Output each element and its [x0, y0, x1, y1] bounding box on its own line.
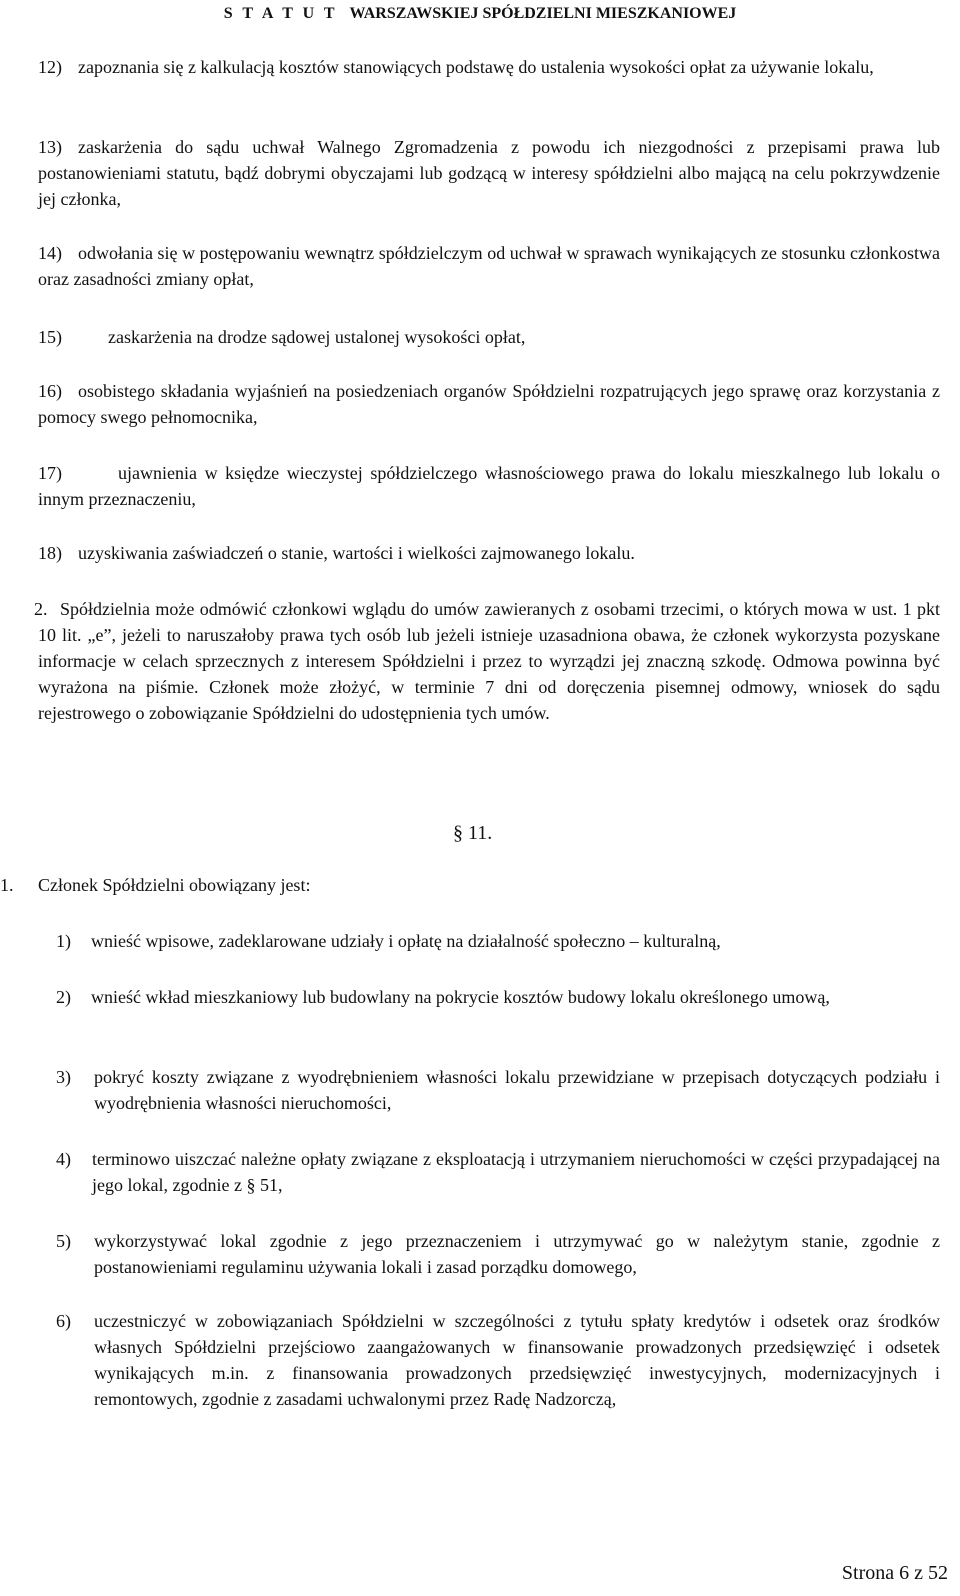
item-text: wnieść wkład mieszkaniowy lub budowlany na pokrycie kosztów budowy lokalu określonego umową,	[91, 987, 830, 1007]
item-number: 4)	[56, 1149, 71, 1169]
paragraph-number: 2.	[34, 599, 48, 619]
paragraph-number: 1.	[0, 875, 14, 895]
item-number: 14)	[38, 243, 62, 263]
item-text: wnieść wpisowe, zadeklarowane udziały i opłatę na działalność społeczno – kulturalną,	[91, 931, 721, 951]
item-number: 15)	[38, 327, 62, 347]
page-number: Strona 6 z 52	[841, 1562, 948, 1584]
paragraph-2	[34, 596, 940, 726]
item-number: 6)	[56, 1311, 71, 1331]
item-number: 17)	[38, 463, 62, 483]
item-number: 5)	[56, 1231, 71, 1251]
list-item	[56, 1228, 940, 1280]
list-item	[56, 1064, 940, 1116]
list-item	[38, 134, 940, 212]
item-text: zapoznania się z kalkulacją kosztów stanowiących podstawę do ustalenia wysokości opłat za używanie lokalu,	[78, 57, 874, 77]
item-text: pokryć koszty związane z wyodrębnieniem własności lokalu przewidziane w przepisach dotyczących podziału i wyodrębnienia własności nieruchomości,	[94, 1067, 940, 1113]
item-number: 3)	[56, 1067, 71, 1087]
list-item	[56, 1146, 940, 1198]
item-text: wykorzystywać lokal zgodnie z jego przeznaczeniem i utrzymywać go w należytym stanie, zgodnie z postanowieniami regulaminu używania lokali i zasad porządku domowego,	[94, 1231, 940, 1277]
list-item	[56, 928, 940, 954]
paragraph-text: Członek Spółdzielni obowiązany jest:	[38, 875, 311, 895]
list-item	[56, 1308, 940, 1412]
item-text: osobistego składania wyjaśnień na posiedzeniach organów Spółdzielni rozpatrujących jego sprawę oraz korzystania z pomocy swego pełnomocnika,	[38, 381, 940, 427]
item-number: 12)	[38, 57, 62, 77]
item-text: uzyskiwania zaświadczeń o stanie, wartości i wielkości zajmowanego lokalu.	[78, 543, 635, 563]
section-heading: § 11.	[453, 822, 493, 844]
header-title: WARSZAWSKIEJ SPÓŁDZIELNI MIESZKANIOWEJ	[349, 5, 737, 22]
list-item	[38, 54, 940, 80]
list-item	[38, 540, 940, 566]
item-text: terminowo uiszczać należne opłaty związane z eksploatacją i utrzymaniem nieruchomości w części przypadającej na jego lokal, zgodnie z § 51,	[92, 1149, 940, 1195]
page-header	[0, 2, 960, 26]
list-item	[38, 324, 940, 350]
item-text: odwołania się w postępowaniu wewnątrz spółdzielczym od uchwał w sprawach wynikających ze stosunku członkostwa oraz zasadności zmiany opłat,	[38, 243, 940, 289]
item-number: 16)	[38, 381, 62, 401]
item-number: 13)	[38, 137, 62, 157]
paragraph-1	[0, 872, 940, 898]
list-item	[56, 984, 940, 1010]
list-item	[38, 240, 940, 292]
item-text: zaskarżenia do sądu uchwał Walnego Zgromadzenia z powodu ich niezgodności z przepisami prawa lub postanowieniami statutu, bądź dobrymi obyczajami lub godzącą w interesy spółdzielni albo mającą na celu pokrzywdzenie jej członka,	[38, 137, 940, 209]
list-item	[38, 460, 940, 512]
item-text: ujawnienia w księdze wieczystej spółdzielczego własnościowego prawa do lokalu mieszkalnego lub lokalu o innym przeznaczeniu,	[38, 463, 940, 509]
header-prefix: S T A T U T	[223, 5, 338, 22]
item-number: 18)	[38, 543, 62, 563]
item-number: 1)	[56, 931, 71, 951]
item-text: zaskarżenia na drodze sądowej ustalonej wysokości opłat,	[108, 327, 526, 347]
item-number: 2)	[56, 987, 71, 1007]
item-text: uczestniczyć w zobowiązaniach Spółdzielni w szczególności z tytułu spłaty kredytów i odsetek oraz środków własnych Spółdzielni przejściowo zaangażowanych w finansowanie prowadzonych przedsięwzięć i odsetek wynikających m.in. z finansowania prowadzonych przedsięwzięć inwestycyjnych, modernizacyjnych i remontowych, zgodnie z zasadami uchwalonymi przez Radę Nadzorczą,	[94, 1311, 940, 1409]
list-item	[38, 378, 940, 430]
paragraph-text: Spółdzielnia może odmówić członkowi wglądu do umów zawieranych z osobami trzecimi, o których mowa w ust. 1 pkt 10 lit. „e”, jeżeli to naruszałoby prawa tych osób lub jeżeli istnieje uzasadniona obawa, że członek wykorzysta pozyskane informacje w celach sprzecznych z interesem Spółdzielni i przez to wyrządzi jej znaczną szkodę. Odmowa powinna być wyrażona na piśmie. Członek może złożyć, w terminie 7 dni od doręczenia pisemnej odmowy, wniosek do sądu rejestrowego o zobowiązanie Spółdzielni do udostępnienia tych umów.	[38, 599, 940, 723]
